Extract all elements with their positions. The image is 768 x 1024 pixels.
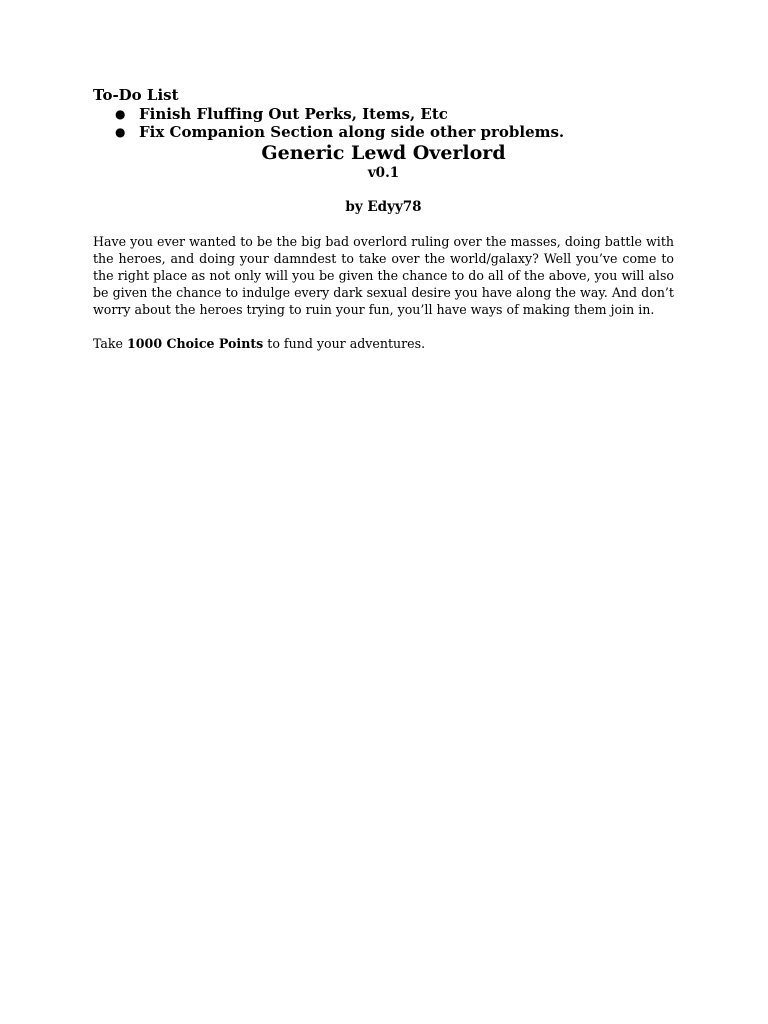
choice-points-prefix: Take <box>93 336 128 351</box>
todo-item <box>93 123 674 141</box>
choice-points-amount: 1000 Choice Points <box>127 336 264 351</box>
document-author: by Edyy78 <box>345 199 422 215</box>
todo-list-heading: To-Do List <box>93 86 179 104</box>
intro-paragraph: Have you ever wanted to be the big bad overlord ruling over the masses, doing battle with the heroes, and doing your damndest to take over the world/galaxy? Well you’ve come to the right place as not only will you be given the chance to do all of the above, you will also be given the chance to indulge every dark sexual desire you have along the way. And don’t worry about the heroes trying to ruin your fun, you’ll have ways of making them join in. <box>93 234 674 317</box>
bullet-icon: ● <box>115 125 126 139</box>
todo-item <box>93 105 674 123</box>
document-page <box>93 86 674 352</box>
document-title: Generic Lewd Overlord <box>261 142 506 164</box>
bullet-icon: ● <box>115 107 126 121</box>
todo-list <box>93 105 674 141</box>
todo-item-text: Fix Companion Section along side other problems. <box>139 123 565 141</box>
choice-points-suffix: to fund your adventures. <box>263 336 426 351</box>
todo-item-text: Finish Fluffing Out Perks, Items, Etc <box>139 105 448 123</box>
choice-points-line <box>93 335 674 352</box>
document-version: v0.1 <box>367 165 400 181</box>
